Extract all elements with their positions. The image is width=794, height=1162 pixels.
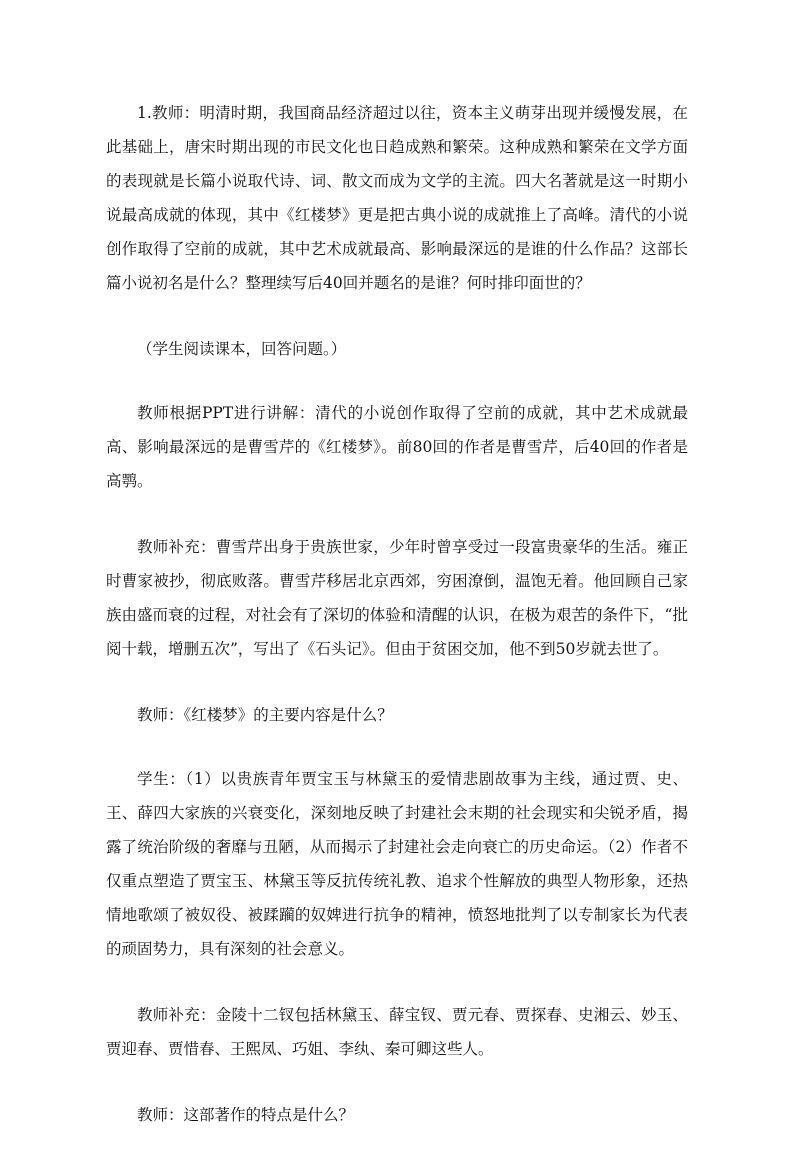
paragraph-features-question: 教师：这部著作的特点是什么？ bbox=[137, 1106, 355, 1124]
paragraph-ppt-explanation: 教师根据PPT进行讲解：清代的小说创作取得了空前的成就，其中艺术成就最高、影响最深远的是曹雪芹的《红楼梦》。前80回的作者是曹雪芹，后40回的作者是高鹗。 bbox=[106, 404, 688, 490]
paragraph-student-answer: 学生：（1）以贵族青年贾宝玉与林黛玉的爱情悲剧故事为主线，通过贾、史、王、薛四大家族的兴衰变化，深刻地反映了封建社会末期的社会现实和尖锐矛盾，揭露了统治阶级的奢靡与丑陋，从而揭示了封建社会走向衰亡的历史命运。（2）作者不仅重点塑造了贾宝玉、林黛玉等反抗传统礼教、追求个性解放的典型人物形象，还热情地歌颂了被奴役、被蹂躏的奴婢进行抗争的精神，愤怒地批判了以专制家长为代表的顽固势力，具有深刻的社会意义。 bbox=[106, 770, 688, 958]
paragraph-main-content-question: 教师：《红楼梦》的主要内容是什么？ bbox=[137, 706, 393, 724]
paragraph-student-reading: （学生阅读课本，回答问题。） bbox=[137, 340, 347, 358]
document-body bbox=[106, 96, 688, 1162]
paragraph-question-1: 1.教师：明清时期，我国商品经济超过以往，资本主义萌芽出现并缓慢发展，在此基础上，唐宋时期出现的市民文化也日趋成熟和繁荣。这种成熟和繁荣在文学方面的表现就是长篇小说取代诗、词、散文而成为文学的主流。四大名著就是这一时期小说最高成就的体现，其中《红楼梦》更是把古典小说的成就推上了高峰。清代的小说创作取得了空前的成就，其中艺术成就最高、影响最深远的是谁的什么作品？这部长篇小说初名是什么？整理续写后40回并题名的是谁？何时排印面世的？ bbox=[106, 104, 688, 292]
paragraph-cao-xueqin-background: 教师补充：曹雪芹出身于贵族世家，少年时曾享受过一段富贵豪华的生活。雍正时曹家被抄，彻底败落。曹雪芹移居北京西郊，穷困潦倒，温饱无着。他回顾自己家族由盛而衰的过程，对社会有了深切的体验和清醒的认识，在极为艰苦的条件下，“批阅十载，增删五次”，写出了《石头记》。但由于贫困交加，他不到50岁就去世了。 bbox=[106, 538, 688, 658]
paragraph-jinling-twelve: 教师补充：金陵十二钗包括林黛玉、薛宝钗、贾元春、贾探春、史湘云、妙玉、贾迎春、贾惜春、王熙凤、巧姐、李纨、秦可卿这些人。 bbox=[106, 1006, 688, 1058]
